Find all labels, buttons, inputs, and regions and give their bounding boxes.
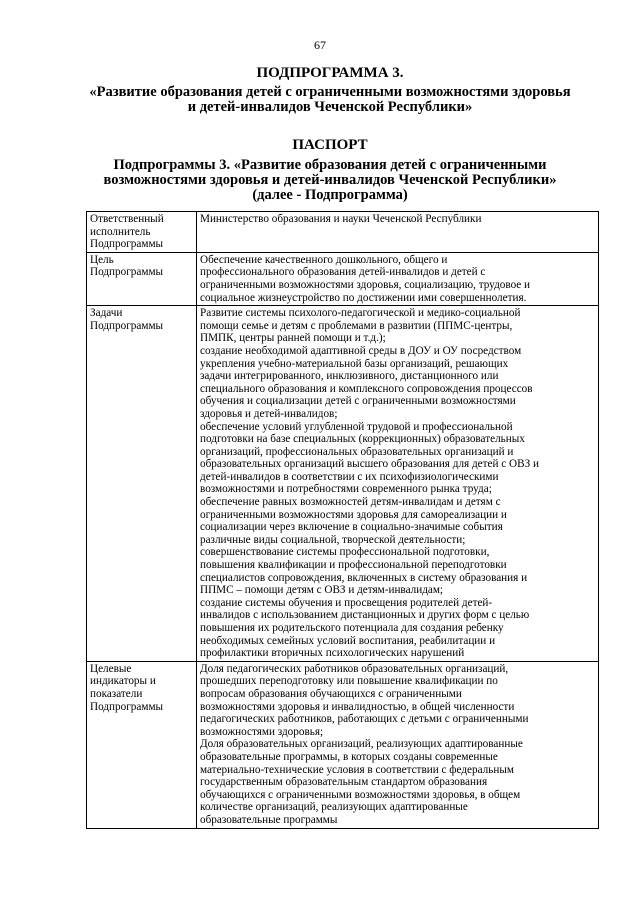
row-content-line: государственным образовательным стандартом образования bbox=[200, 776, 488, 789]
row-content-line: необходимых семейных условий воспитания, реабилитации и bbox=[200, 634, 496, 647]
row-content-line: возможностями здоровья; bbox=[200, 725, 324, 738]
row-label-line: Ответственный bbox=[90, 213, 164, 225]
row-content-line: Развитие системы психолого-педагогической и медико-социальной bbox=[200, 307, 521, 320]
row-content-line: обучающихся с ограниченными возможностями здоровья, в общем bbox=[200, 788, 521, 801]
row-content-cell bbox=[197, 661, 599, 828]
passport-heading: ПАСПОРТ bbox=[292, 137, 368, 153]
row-content-cell bbox=[197, 212, 599, 253]
row-label-line: Подпрограммы bbox=[90, 700, 164, 713]
row-content-line: здоровья и детей-инвалидов; bbox=[200, 407, 338, 420]
row-label-line: Подпрограммы bbox=[90, 238, 164, 251]
row-content-line: ППМС – помощи детям с ОВЗ и детям-инвалидам; bbox=[200, 584, 444, 597]
row-label-cell bbox=[87, 252, 197, 305]
row-content-line: совершенствование системы профессиональной подготовки, bbox=[200, 546, 490, 559]
row-label-line: Подпрограммы bbox=[90, 319, 164, 332]
row-content-line: обучения и социализации детей с ограниченными возможностями bbox=[200, 395, 516, 408]
row-content-line: ограниченными возможностями здоровья, социализацию, трудовое и bbox=[200, 278, 531, 291]
subprogram-title-block bbox=[60, 66, 600, 115]
row-content-line: профилактики вторичных психологических нарушений bbox=[200, 647, 465, 660]
table-row bbox=[87, 252, 599, 305]
passport-title-line: возможностями здоровья и детей-инвалидов Чеченской Республики» bbox=[103, 172, 557, 188]
row-content-line: организаций, профессиональных образовательных организаций и bbox=[200, 445, 514, 458]
row-label-line: индикаторы и bbox=[90, 675, 156, 688]
row-content-line: помощи семье и детям с проблемами в развитии (ППМС-центры, bbox=[200, 319, 513, 332]
row-content-line: укрепления учебно-материальной базы организаций, решающих bbox=[200, 357, 509, 370]
passport-table bbox=[86, 211, 599, 829]
passport-title-line: (далее - Подпрограмма) bbox=[252, 187, 408, 203]
row-label-cell bbox=[87, 306, 197, 662]
row-content-line: возможностями здоровья и инвалидностью, в общей численности bbox=[200, 700, 515, 713]
row-content-line: профессионального образования детей-инвалидов и детей с bbox=[200, 266, 486, 279]
row-label-cell bbox=[87, 212, 197, 253]
row-content-line: задачи интегрированного, инклюзивного, дистанционного или bbox=[200, 370, 499, 383]
row-content-line: социальное жизнеустройство по достижении ими совершеннолетия. bbox=[200, 291, 527, 304]
row-content-line: количестве организаций, реализующих адаптированные bbox=[200, 801, 468, 814]
row-content-line: подготовки на базе специальных (коррекционных) образовательных bbox=[200, 433, 525, 446]
row-content-line: создание необходимой адаптивной среды в ДОУ и ОУ посредством bbox=[200, 344, 522, 357]
row-content-line: социализации через включение в социально-значимые события bbox=[200, 521, 503, 534]
row-label-cell bbox=[87, 661, 197, 828]
row-content-cell bbox=[197, 252, 599, 305]
table-row bbox=[87, 212, 599, 253]
row-label-line: Целевые bbox=[90, 662, 132, 675]
row-content-line: детей-инвалидов в соответствии с их психофизиологическими bbox=[200, 470, 499, 483]
passport-title-line: Подпрограммы 3. «Развитие образования детей с ограниченными bbox=[113, 157, 547, 173]
row-label-line: Задачи bbox=[90, 307, 123, 320]
row-content-line: обеспечение равных возможностей детям-инвалидам и детям с bbox=[200, 496, 501, 509]
row-content-line: педагогических работников, работающих с детьми с ограниченными bbox=[200, 713, 529, 726]
table-row bbox=[87, 661, 599, 828]
row-content-line: образовательных организаций высшего образования для детей с ОВЗ и bbox=[200, 458, 539, 471]
subprogram-heading: ПОДПРОГРАММА 3. bbox=[256, 65, 404, 81]
row-content-line: материально-технические условия в соответствии с федеральным bbox=[200, 763, 514, 776]
subprogram-title-line: «Развитие образования детей с ограниченными возможностями здоровья bbox=[89, 84, 571, 100]
row-content-line: инвалидов с использованием дистанционных и других форм с целью bbox=[200, 609, 530, 622]
row-content-cell bbox=[197, 306, 599, 662]
row-content-line: специального образования и комплексного сопровождения процессов bbox=[200, 382, 533, 395]
row-content-line: Министерство образования и науки Чеченской Республики bbox=[200, 213, 482, 225]
row-label-line: Подпрограммы bbox=[90, 266, 164, 279]
row-content-line: Доля педагогических работников образовательных организаций, bbox=[200, 662, 509, 675]
row-content-line: возможностями и потребностями современного рынка труда; bbox=[200, 483, 492, 496]
row-content-line: образовательные программы bbox=[200, 813, 338, 826]
table-row bbox=[87, 306, 599, 662]
page-number: 67 bbox=[314, 38, 326, 52]
row-content-line: прошедших переподготовку или повышение квалификации по bbox=[200, 675, 498, 688]
row-content-line: создание системы обучения и просвещения родителей детей- bbox=[200, 596, 493, 609]
row-content-line: различные виды социальной, творческой деятельности; bbox=[200, 533, 466, 546]
subprogram-title-line: и детей-инвалидов Чеченской Республики» bbox=[187, 99, 473, 115]
row-label-line: Цель bbox=[90, 253, 114, 266]
row-content-line: обеспечение условий углубленной трудовой и профессиональной bbox=[200, 420, 513, 433]
row-content-line: вопросам образования обучающихся с ограниченными bbox=[200, 687, 462, 700]
row-content-line: повышения квалификации и профессиональной переподготовки bbox=[200, 559, 507, 572]
row-content-line: специалистов сопровождения, включенных в систему образования и bbox=[200, 571, 528, 584]
row-content-line: ПМПК, центры ранней помощи и т.д.); bbox=[200, 332, 386, 345]
row-label-line: показатели bbox=[90, 687, 143, 700]
row-content-line: ограниченными возможностями здоровья для самореализации и bbox=[200, 508, 507, 521]
row-content-line: повышения их родительского потенциала для создания ребенку bbox=[200, 622, 504, 634]
row-content-line: Обеспечение качественного дошкольного, общего и bbox=[200, 253, 448, 266]
row-label-line: исполнитель bbox=[90, 225, 151, 238]
passport-title-block bbox=[60, 138, 600, 203]
row-content-line: образовательные программы, в которых созданы современные bbox=[200, 750, 498, 763]
row-content-line: Доля образовательных организаций, реализующих адаптированные bbox=[200, 738, 523, 751]
